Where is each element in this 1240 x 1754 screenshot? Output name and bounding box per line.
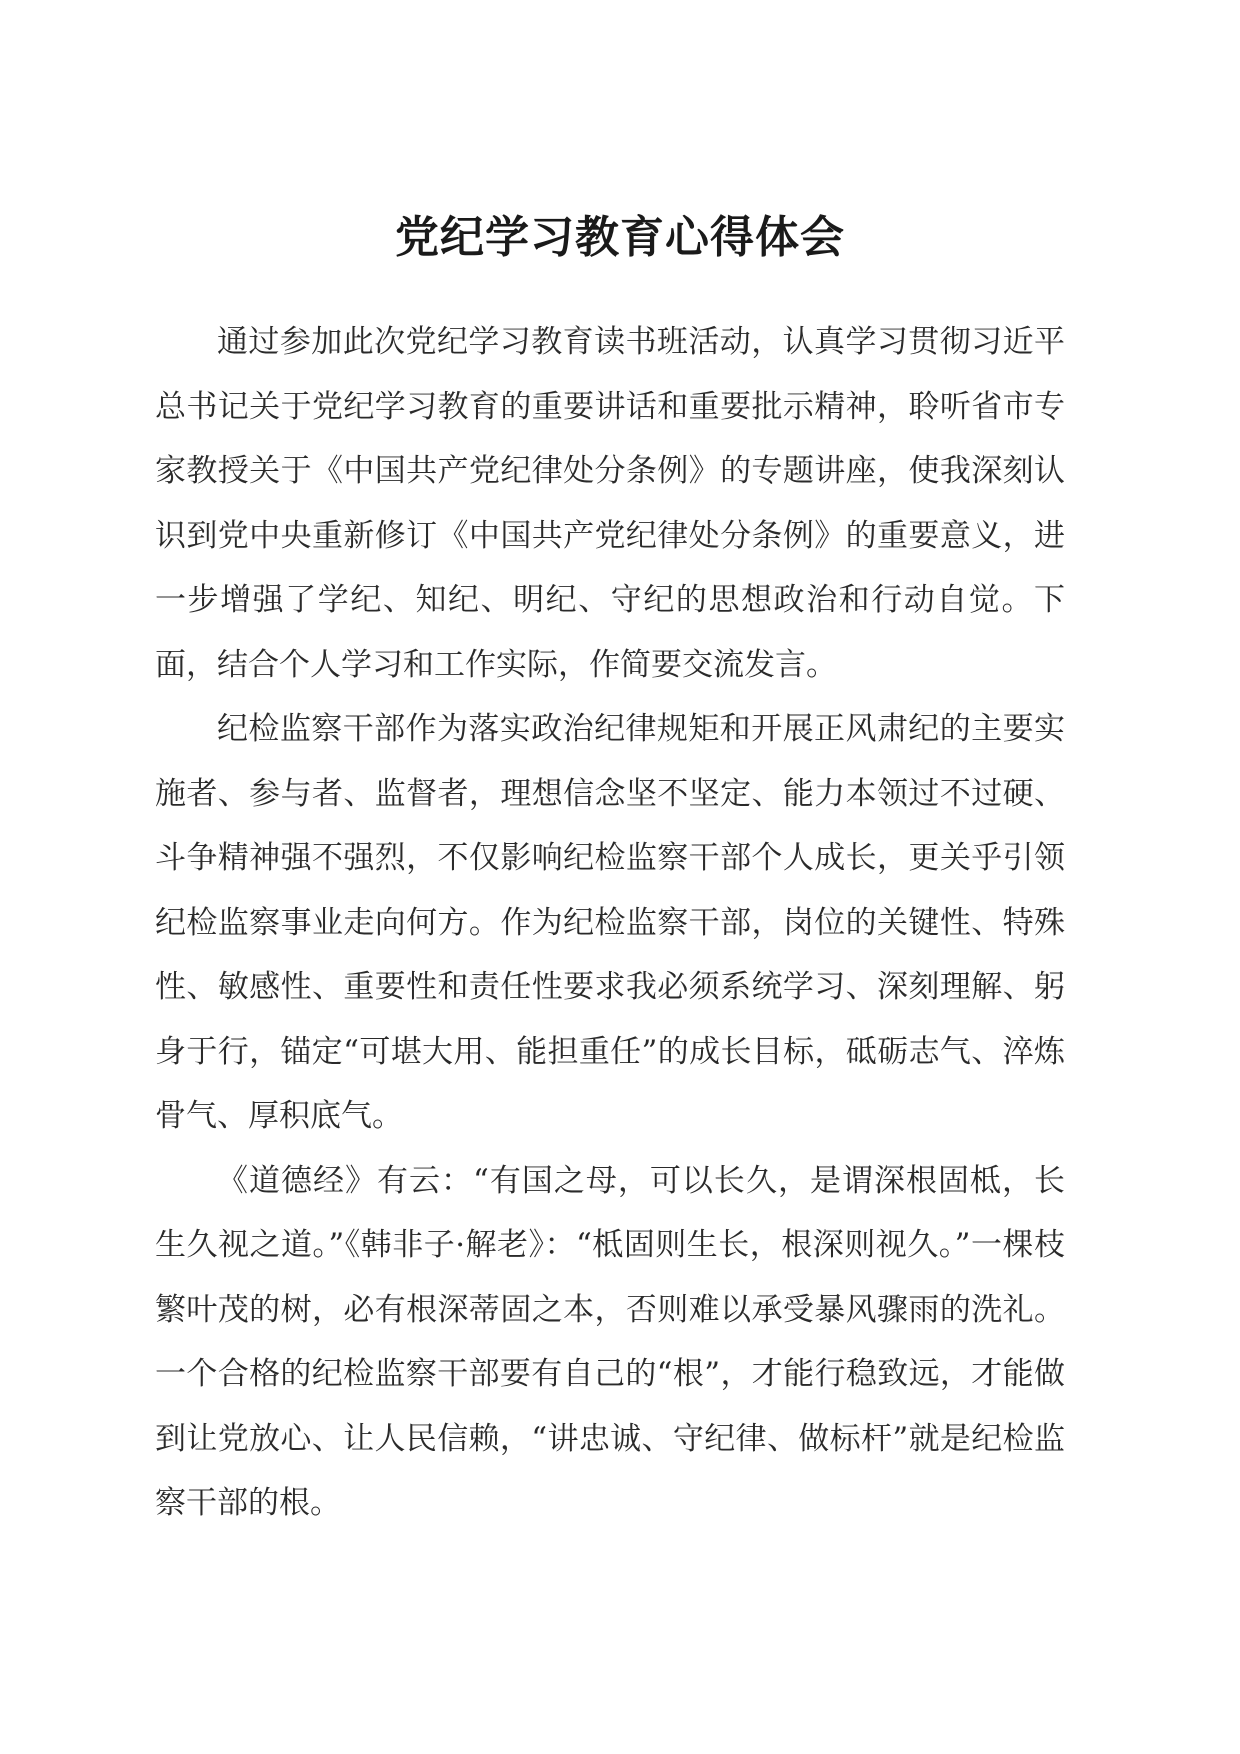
paragraph: 《道德经》有云：“有国之母，可以长久，是谓深根固柢，长生久视之道。”《韩非子·解老》：“柢固则生长，根深则视久。”一棵枝繁叶茂的树，必有根深蒂固之本，否则难以承受暴风骤雨的洗礼。一个合格的纪检监察干部要有自己的“根”，才能行稳致远，才能做到让党放心、让人民信赖，“讲忠诚、守纪律、做标杆”就是纪检监察干部的根。	[155, 1162, 1065, 1521]
document-body	[155, 310, 1065, 1536]
paragraph: 通过参加此次党纪学习教育读书班活动，认真学习贯彻习近平总书记关于党纪学习教育的重要讲话和重要批示精神，聆听省市专家教授关于《中国共产党纪律处分条例》的专题讲座，使我深刻认识到党中央重新修订《中国共产党纪律处分条例》的重要意义，进一步增强了学纪、知纪、明纪、守纪的思想政治和行动自觉。下面，结合个人学习和工作实际，作简要交流发言。	[155, 324, 1065, 683]
paragraph: 纪检监察干部作为落实政治纪律规矩和开展正风肃纪的主要实施者、参与者、监督者，理想信念坚不坚定、能力本领过不过硬、斗争精神强不强烈，不仅影响纪检监察干部个人成长，更关乎引领纪检监察事业走向何方。作为纪检监察干部，岗位的关键性、特殊性、敏感性、重要性和责任性要求我必须系统学习、深刻理解、躬身于行，锚定“可堪大用、能担重任”的成长目标，砥砺志气、淬炼骨气、厚积底气。	[155, 711, 1065, 1134]
document-title: 党纪学习教育心得体会	[395, 212, 845, 263]
